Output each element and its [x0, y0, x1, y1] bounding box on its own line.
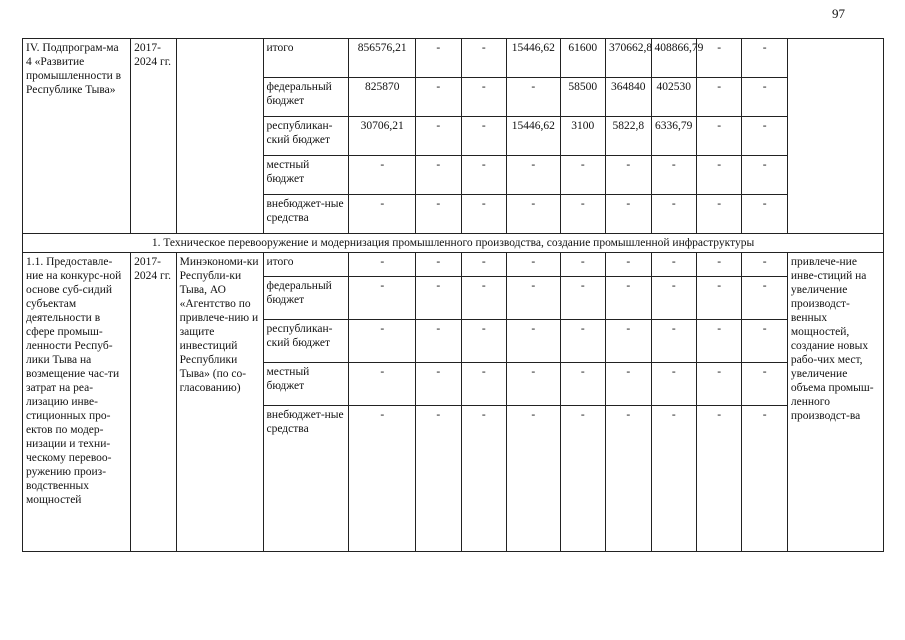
funding-value: 402530	[651, 78, 696, 117]
funding-value: -	[606, 253, 651, 277]
funding-value: -	[507, 156, 561, 195]
funding-value: -	[560, 156, 605, 195]
funding-value: -	[651, 406, 696, 552]
funding-value: -	[742, 195, 787, 234]
funding-value: -	[742, 320, 787, 363]
funding-value: -	[507, 277, 561, 320]
funding-value: -	[461, 39, 506, 78]
funding-source: федеральный бюджет	[263, 277, 349, 320]
funding-value: -	[461, 253, 506, 277]
funding-value: -	[606, 156, 651, 195]
funding-value: -	[742, 156, 787, 195]
program-row	[23, 39, 884, 78]
program-period: 2017-2024 гг.	[131, 39, 176, 234]
funding-value: 30706,21	[349, 117, 416, 156]
funding-value: -	[416, 277, 461, 320]
program-result	[787, 39, 883, 234]
funding-value: -	[696, 363, 741, 406]
funding-value: 370662,8	[606, 39, 651, 78]
funding-value: 15446,62	[507, 117, 561, 156]
funding-value: 15446,62	[507, 39, 561, 78]
funding-value: -	[742, 277, 787, 320]
funding-value: -	[349, 406, 416, 552]
funding-value: 3100	[560, 117, 605, 156]
funding-value: -	[416, 39, 461, 78]
funding-value: -	[507, 253, 561, 277]
funding-value: -	[606, 277, 651, 320]
funding-source: республикан-ский бюджет	[263, 117, 349, 156]
funding-value: -	[507, 320, 561, 363]
funding-value: -	[507, 363, 561, 406]
funding-source: федеральный бюджет	[263, 78, 349, 117]
funding-value: 364840	[606, 78, 651, 117]
funding-value: -	[461, 156, 506, 195]
funding-value: -	[560, 363, 605, 406]
funding-value: -	[349, 277, 416, 320]
funding-value: -	[606, 406, 651, 552]
funding-value: -	[606, 320, 651, 363]
funding-value: -	[461, 277, 506, 320]
funding-value: 5822,8	[606, 117, 651, 156]
funding-value: -	[651, 363, 696, 406]
funding-value: -	[696, 39, 741, 78]
funding-source: местный бюджет	[263, 363, 349, 406]
measure-row	[23, 253, 884, 277]
funding-value: -	[349, 320, 416, 363]
funding-value: -	[696, 253, 741, 277]
funding-value: -	[416, 195, 461, 234]
funding-source: внебюджет-ные средства	[263, 406, 349, 552]
funding-value: -	[461, 406, 506, 552]
funding-value: -	[461, 78, 506, 117]
funding-value: -	[560, 253, 605, 277]
funding-value: -	[651, 195, 696, 234]
funding-value: -	[416, 406, 461, 552]
funding-value: -	[696, 156, 741, 195]
funding-value: -	[696, 320, 741, 363]
funding-source: итого	[263, 253, 349, 277]
funding-value: -	[560, 277, 605, 320]
funding-value: -	[742, 363, 787, 406]
funding-source: республикан-ский бюджет	[263, 320, 349, 363]
funding-source: местный бюджет	[263, 156, 349, 195]
funding-value: 408866,79	[651, 39, 696, 78]
funding-value: -	[416, 363, 461, 406]
funding-value: -	[696, 277, 741, 320]
funding-source: итого	[263, 39, 349, 78]
funding-value: -	[651, 156, 696, 195]
funding-value: -	[416, 156, 461, 195]
measure-title: 1.1. Предоставле-ние на конкурс-ной основе суб-сидий субъектам деятельности в сфере промыш-ленности Респуб-лики Тыва на возмещение час-ти затрат на реа-лизацию инве-стиционных про-ектов по модер-низации и техни-ческому перевоо-ружению произ-водственных мощностей	[23, 253, 131, 552]
funding-value: 61600	[560, 39, 605, 78]
funding-value: -	[507, 78, 561, 117]
measure-result: привлече-ние инве-стиций на увеличение производст-венных мощностей, создание новых рабо-чих мест, увеличение объема промыш-ленного производст-ва	[787, 253, 883, 552]
funding-value: -	[461, 363, 506, 406]
funding-value: -	[560, 320, 605, 363]
funding-value: -	[349, 156, 416, 195]
funding-value: -	[651, 277, 696, 320]
funding-value: -	[560, 406, 605, 552]
funding-value: -	[461, 117, 506, 156]
funding-value: -	[696, 78, 741, 117]
funding-value: 825870	[349, 78, 416, 117]
funding-value: -	[742, 253, 787, 277]
funding-value: -	[461, 195, 506, 234]
section-title: 1. Техническое перевооружение и модернизация промышленного производства, создание промышленной инфраструктуры	[23, 234, 884, 253]
program-title: IV. Подпрограм-ма 4 «Развитие промышленности в Республике Тыва»	[23, 39, 131, 234]
funding-value: -	[742, 406, 787, 552]
funding-value: -	[696, 406, 741, 552]
program-table	[22, 38, 884, 552]
funding-value: -	[349, 363, 416, 406]
funding-value: -	[416, 117, 461, 156]
funding-value: 6336,79	[651, 117, 696, 156]
funding-value: -	[742, 117, 787, 156]
funding-value: -	[696, 117, 741, 156]
funding-value: -	[416, 253, 461, 277]
funding-value: 58500	[560, 78, 605, 117]
funding-value: -	[560, 195, 605, 234]
measure-period: 2017-2024 гг.	[131, 253, 176, 552]
measure-executor: Минэкономи-ки Республи-ки Тыва, АО «Агентство по привлече-нию и защите инвестиций Республики Тыва» (по со-гласованию)	[176, 253, 263, 552]
funding-value: -	[742, 78, 787, 117]
page-number: 97	[832, 6, 845, 21]
funding-value: -	[416, 320, 461, 363]
funding-value: -	[696, 195, 741, 234]
program-executor	[176, 39, 263, 234]
funding-value: -	[651, 320, 696, 363]
funding-value: -	[507, 406, 561, 552]
funding-value: -	[606, 195, 651, 234]
funding-value: -	[416, 78, 461, 117]
funding-value: -	[651, 253, 696, 277]
funding-value: -	[742, 39, 787, 78]
funding-value: -	[606, 363, 651, 406]
funding-value: -	[507, 195, 561, 234]
funding-value: -	[349, 253, 416, 277]
funding-value: -	[461, 320, 506, 363]
funding-value: 856576,21	[349, 39, 416, 78]
funding-source: внебюджет-ные средства	[263, 195, 349, 234]
funding-value: -	[349, 195, 416, 234]
